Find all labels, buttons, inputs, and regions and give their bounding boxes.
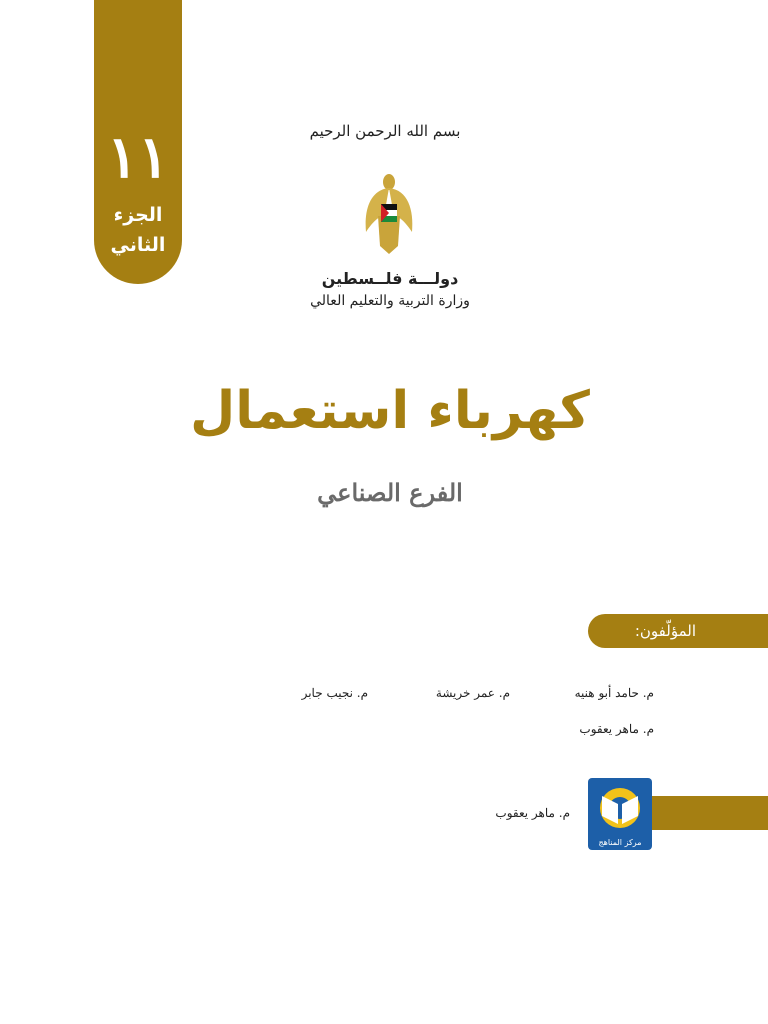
state-heading [300,268,480,312]
accent-bar [652,796,768,830]
authors-label: المؤلّفون: [588,614,768,648]
author-name: م. ماهر يعقوب [579,722,654,736]
grade-number: ١١ [106,123,170,191]
curriculum-center-logo [588,778,652,850]
part-label-line1: الجزء [113,204,163,226]
part-label [94,200,182,260]
author-name: م. حامد أبو هنيه [574,686,654,700]
part-label-line2: الثاني [110,234,166,256]
state-name: دولـــة فلــسطين [321,269,459,288]
book-title: كهرباء استعمال [190,381,590,441]
basmala: بسم الله الرحمن الرحيم [309,122,461,140]
eagle-emblem-icon [360,170,418,256]
author-name: م. عمر خريشة [435,686,510,700]
logo-label: مركز المناهج [598,838,642,847]
flag-shield-icon [381,204,397,222]
ministry-name: وزارة التربية والتعليم العالي [310,293,470,309]
coordinator-name: م. ماهر يعقوب [495,806,570,820]
grade-tab [94,0,182,284]
book-logo-icon [588,778,652,838]
book-subtitle: الفرع الصناعي [317,478,463,507]
author-name: م. نجيب جابر [301,686,368,700]
